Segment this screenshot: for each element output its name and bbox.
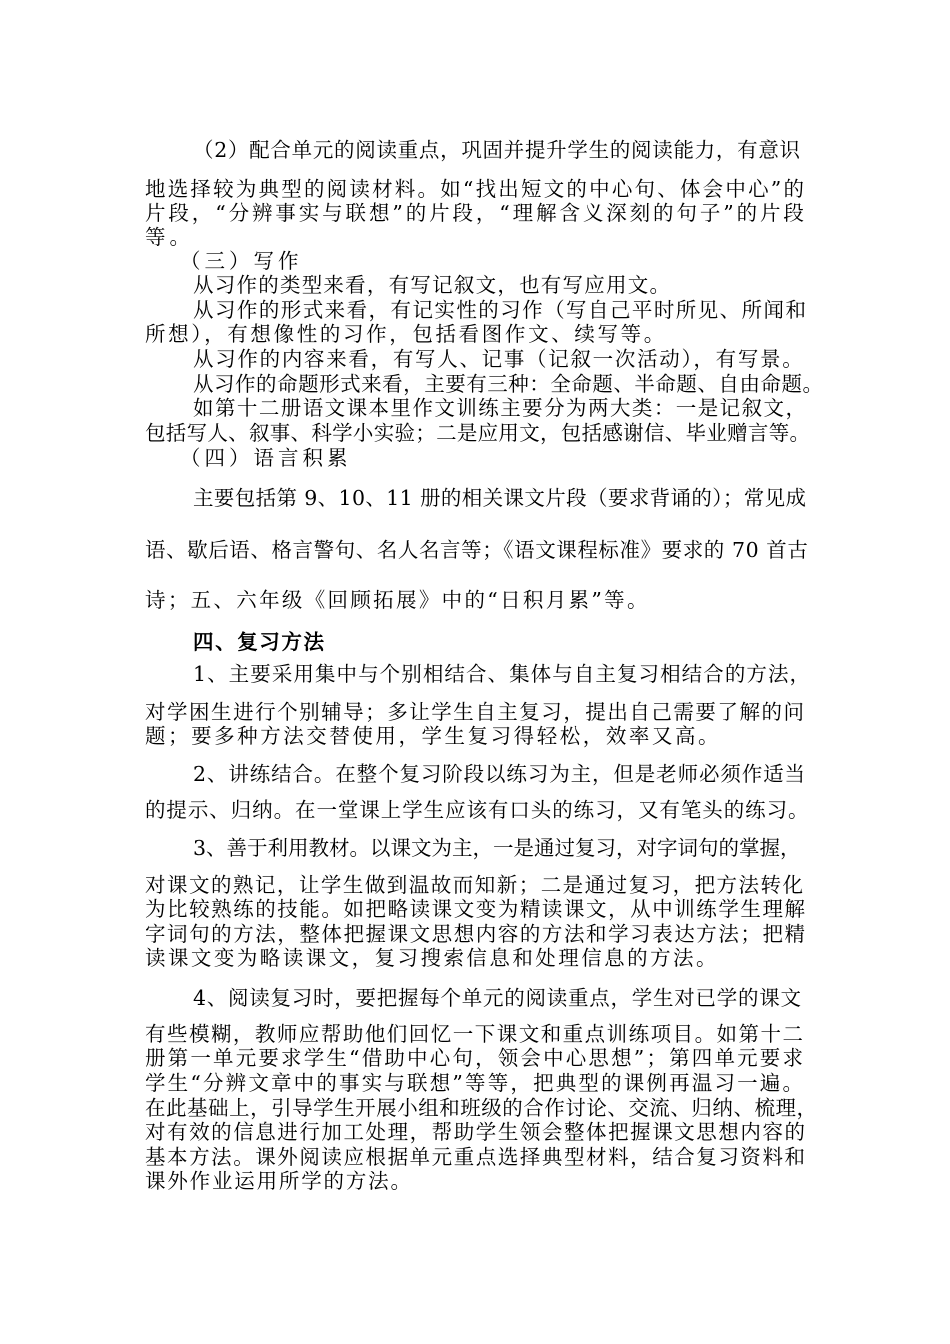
language-line-1: 主要包括第 9、10、11 册的相关课文片段（要求背诵的）；常见成: [193, 486, 807, 510]
paragraph-2-line-2: 地选择较为典型的阅读材料。如“找出短文的中心句、体会中心”的: [145, 177, 807, 201]
paragraph-2-line-4: 等。: [145, 225, 194, 249]
writing-example-line-2: 包括写人、叙事、科学小实验；二是应用文，包括感谢信、毕业赠言等。: [145, 421, 811, 445]
writing-topic-form-line: 从习作的命题形式来看，主要有三种：全命题、半命题、自由命题。: [193, 372, 824, 396]
section-review-methods-heading: 四、复习方法: [193, 630, 326, 654]
method-3-line-2: 对课文的熟记，让学生做到温故而知新；二是通过复习，把方法转化: [145, 873, 805, 897]
method-4-line-1: 4、阅读复习时，要把握每个单元的阅读重点，学生对已学的课文: [193, 986, 802, 1010]
language-line-2: 语、歇后语、格言警句、名人名言等；《语文课程标准》要求的 70 首古: [145, 538, 809, 562]
method-2-line-2: 的提示、归纳。在一堂课上学生应该有口头的练习，又有笔头的练习。: [145, 798, 810, 822]
method-3-line-5: 读课文变为略读课文，复习搜索信息和处理信息的方法。: [145, 946, 719, 970]
method-4-line-4: 学生“分辨文章中的事实与联想”等等，把典型的课例再温习一遍。: [145, 1071, 806, 1095]
method-1-line-1: 1、主要采用集中与个别相结合、集体与自主复习相结合的方法，: [193, 662, 812, 686]
method-3-line-3: 为比较熟练的技能。如把略读课文变为精读课文，从中训练学生理解: [145, 897, 807, 921]
paragraph-2-line-3: 片段，“分辨事实与联想”的片段，“理解含义深刻的句子”的片段: [145, 201, 807, 225]
writing-form-line-2: 所想），有想像性的习作，包括看图作文、续写等。: [145, 322, 667, 346]
method-2-line-1: 2、讲练结合。在整个复习阶段以练习为主，但是老师必须作适当: [193, 762, 806, 786]
method-4-line-3: 册第一单元要求学生“借助中心句，领会中心思想”；第四单元要求: [145, 1046, 806, 1070]
method-4-line-7: 基本方法。课外阅读应根据单元重点选择典型材料，结合复习资料和: [145, 1145, 807, 1169]
method-4-line-2: 有些模糊，教师应帮助他们回忆一下课文和重点训练项目。如第十二: [145, 1022, 805, 1046]
writing-example-line-1: 如第十二册语文课本里作文训练主要分为两大类：一是记叙文，: [193, 396, 808, 420]
method-4-line-6: 对有效的信息进行加工处理，帮助学生领会整体把握课文思想内容的: [145, 1120, 807, 1144]
writing-form-line-1: 从习作的形式来看，有记实性的习作（写自己平时所见、所闻和: [193, 298, 808, 322]
method-1-line-2: 对学困生进行个别辅导；多让学生自主复习，提出自己需要了解的问: [145, 700, 806, 724]
writing-type-line: 从习作的类型来看，有写记叙文，也有写应用文。: [193, 273, 672, 297]
method-3-line-1: 3、善于利用教材。以课文为主，一是通过复习，对字词句的掌握，: [193, 836, 801, 860]
method-1-line-3: 题；要多种方法交替使用，学生复习得轻松，效率又高。: [145, 724, 722, 748]
language-line-3: 诗；五、六年级《回顾拓展》中的“日积月累”等。: [145, 588, 650, 612]
method-3-line-4: 字词句的方法，整体把握课文思想内容的方法和学习表达方法；把精: [145, 922, 807, 946]
method-4-line-8: 课外作业运用所学的方法。: [145, 1169, 413, 1193]
section-language-heading: （四）语言积累: [180, 446, 352, 470]
writing-content-line: 从习作的内容来看，有写人、记事（记叙一次活动），有写景。: [193, 347, 805, 371]
paragraph-2-line-1: （2）配合单元的阅读重点，巩固并提升学生的阅读能力，有意识: [193, 138, 801, 162]
section-writing-heading: （三）写作: [180, 249, 303, 273]
method-4-line-5: 在此基础上，引导学生开展小组和班级的合作讨论、交流、归纳、梳理，: [145, 1096, 818, 1120]
